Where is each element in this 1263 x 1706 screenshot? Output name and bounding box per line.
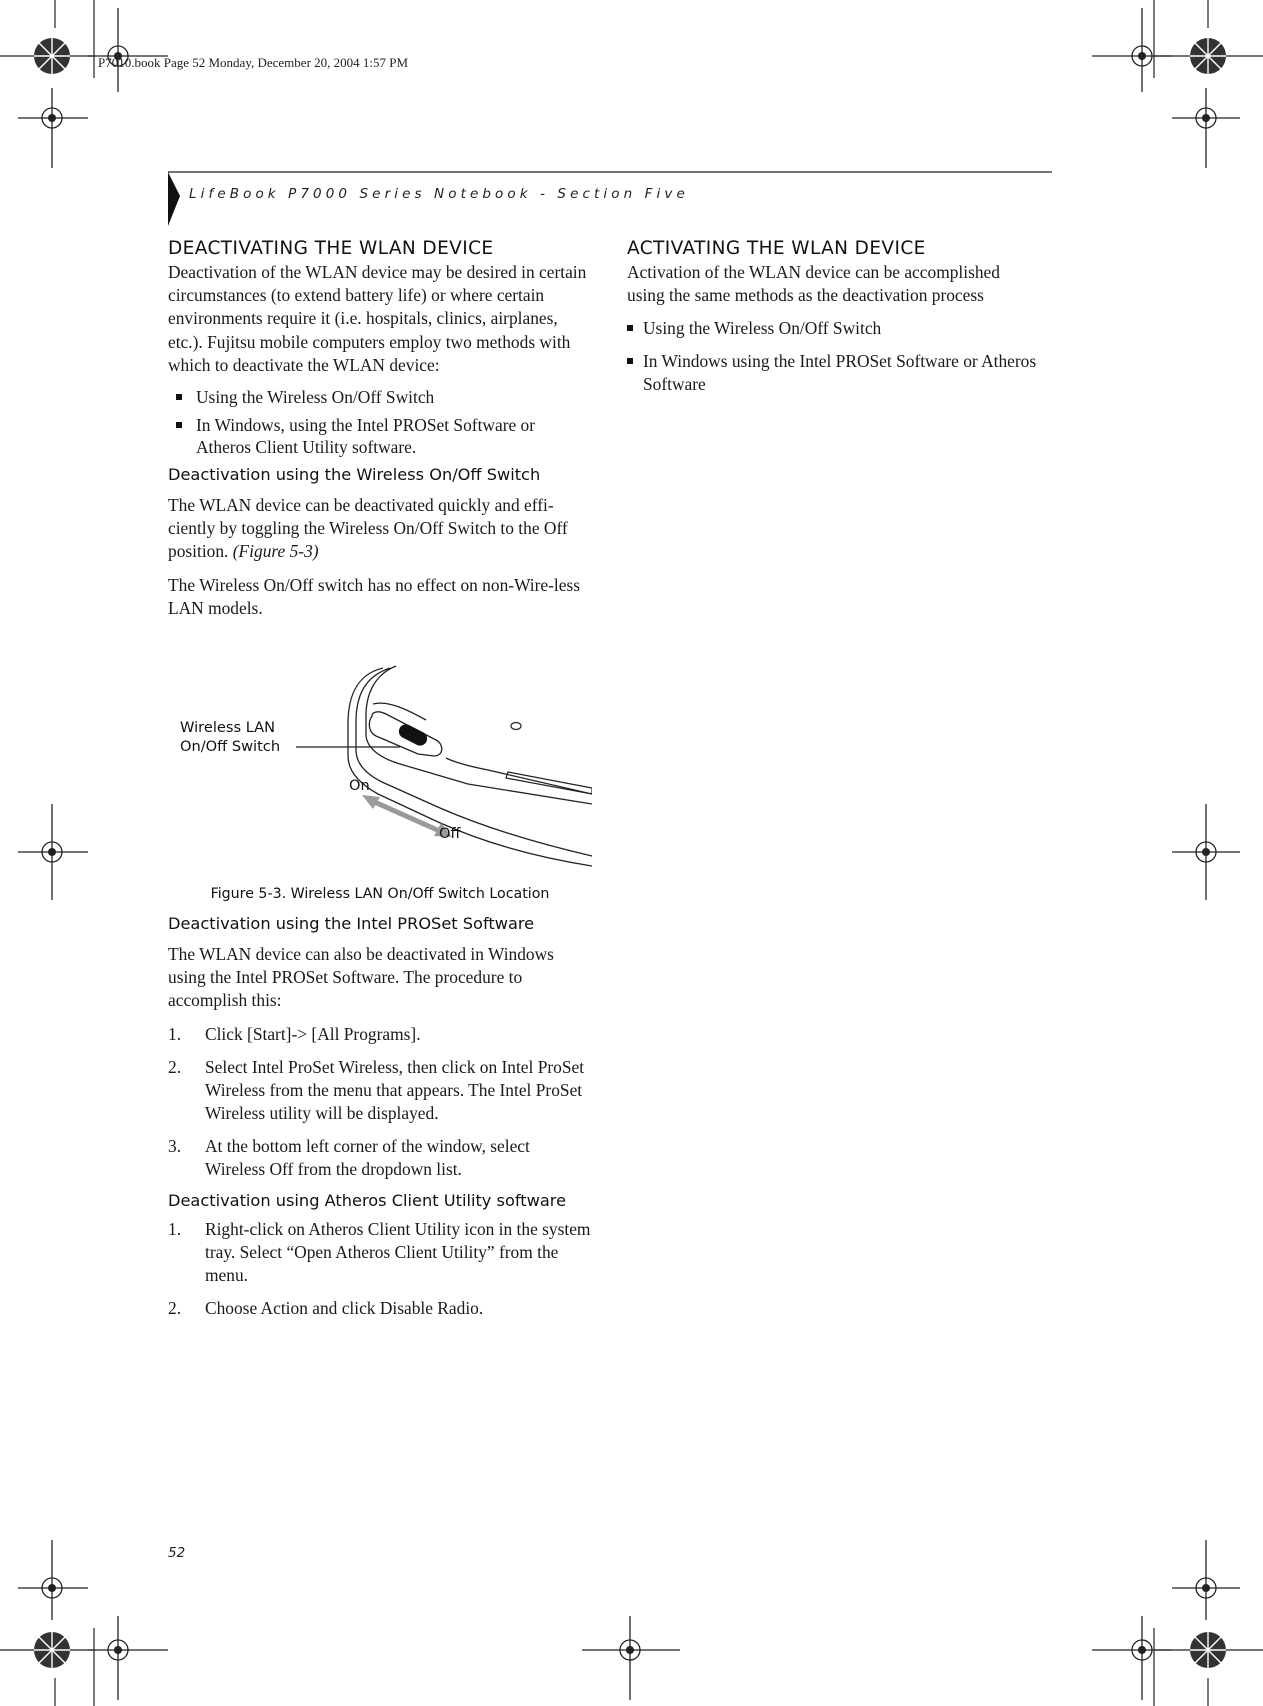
- list-item: In Windows, using the Intel PROSet Software or Atheros Client Utility software.: [168, 414, 592, 458]
- list-item: 1. Click [Start]-> [All Programs].: [168, 1023, 421, 1044]
- bullet-square-icon: [627, 358, 633, 364]
- notebook-edge-illustration: [168, 644, 592, 878]
- bullet-square-icon: [176, 394, 182, 400]
- off-label: Off: [439, 825, 461, 843]
- sub-heading-atheros: Deactivation using Atheros Client Utility software: [168, 1190, 567, 1210]
- page-number: 52: [168, 1545, 186, 1561]
- list-item: 1. Right-click on Atheros Client Utility icon in the system tray. Select “Open Atheros Client Utility” from the menu.: [168, 1218, 591, 1285]
- switch-para-1: The WLAN device can be deactivated quickly and effi-ciently by toggling the Wireless On/Off Switch to the Off position. (Figure 5-3): [168, 495, 568, 562]
- running-header: LifeBook P7000 Series Notebook - Section Five: [189, 186, 689, 202]
- figure-caption: Figure 5-3. Wireless LAN On/Off Switch Location: [210, 886, 550, 903]
- deactivating-intro: Deactivation of the WLAN device may be desired in certain circumstances (to extend battery life) or where certain environments require it (i.e. hospitals, clinics, airplanes, etc.). Fujitsu mobile computers employ two methods with which to deactivate the WLAN device:: [168, 262, 587, 375]
- activating-intro: Activation of the WLAN device can be accomplished using the same methods as the deactivation process: [627, 262, 1000, 306]
- sub-heading-switch: Deactivation using the Wireless On/Off Switch: [168, 465, 541, 485]
- activating-bullets: [627, 317, 1037, 396]
- list-item: 2. Choose Action and click Disable Radio.: [168, 1297, 484, 1318]
- list-item: 3. At the bottom left corner of the window, select Wireless Off from the dropdown list.: [168, 1135, 530, 1179]
- sub-heading-proset: Deactivation using the Intel PROSet Software: [168, 914, 535, 934]
- switch-para-2: The Wireless On/Off switch has no effect on non-Wire-less LAN models.: [168, 574, 580, 618]
- deactivating-heading: DEACTIVATING THE WLAN DEVICE: [168, 238, 494, 259]
- bullet-square-icon: [627, 325, 633, 331]
- list-item: Using the Wireless On/Off Switch: [168, 386, 592, 408]
- figure-wlan-switch: [168, 644, 592, 878]
- right-column: [627, 238, 1037, 396]
- proset-para: The WLAN device can also be deactivated in Windows using the Intel PROSet Software. The procedure to accomplish this:: [168, 944, 554, 1011]
- list-item: Using the Wireless On/Off Switch: [627, 317, 1037, 340]
- list-item: In Windows using the Intel PROSet Software or Atheros Software: [627, 350, 1037, 396]
- bullet-square-icon: [176, 422, 182, 428]
- deactivating-bullets: [168, 386, 592, 458]
- left-column: [168, 238, 592, 1320]
- header-tab-marker: [168, 172, 180, 226]
- proset-steps: [168, 1023, 592, 1181]
- on-label: On: [349, 777, 370, 795]
- atheros-steps: [168, 1218, 592, 1320]
- print-slug: P7010.book Page 52 Monday, December 20, 2004 1:57 PM: [98, 55, 409, 70]
- switch-label: Wireless LAN On/Off Switch: [180, 719, 281, 756]
- list-item: 2. Select Intel ProSet Wireless, then click on Intel ProSet Wireless from the menu that appears. The Intel ProSet Wireless utility will be displayed.: [168, 1056, 585, 1123]
- activating-heading: ACTIVATING THE WLAN DEVICE: [627, 238, 926, 259]
- figure-reference: (Figure 5-3): [232, 541, 319, 562]
